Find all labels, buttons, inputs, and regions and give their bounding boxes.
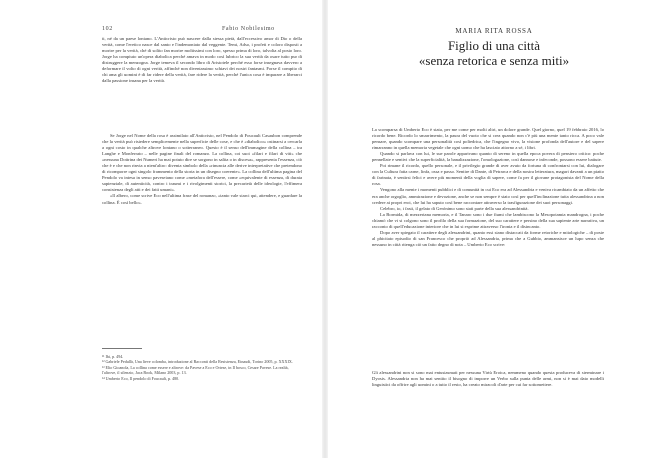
right-main-text <box>372 127 604 248</box>
left-main-text <box>102 133 302 206</box>
right-paragraph: La scomparsa di Umberto Eco è stata, per me come per molti altri, un dolore grande. Quel giorno, quel 19 febbraio 2016, lo ricordo bene. Ricordo lo smarrimento, la paura del vuoto che si crea quando non c'è più una mente tanto ricca. A poco vale pensare, quando scompare una personalità così poliedrica, che l'ingegno vivo, la visione profonda dell'autore e del sapere rimarranno in quella memoria vegetale che ogni uomo che ha lasciato attorno a sé, i libri. <box>372 127 604 151</box>
chapter-title-line-2: «senza retorica e senza miti» <box>418 53 570 68</box>
left-page <box>0 0 322 458</box>
right-paragraph: Celebro, io, i fasti, il gelato di Gerónimo sono stati parte della sua alessandrinità. <box>380 205 529 211</box>
chapter-author: MARIA RITA ROSSA <box>455 27 533 35</box>
right-paragraph: Poi rimane il ricordo, quello personale, e il privilegio grande di aver avuto da fortuna di confrontarsi con lui, dialogare con la Cultura fatta carne, linfa, ossa e passo. Sentire di Dante, di Petrarca e della nostra letteratura, magari davanti a un piatto di farinata, è sentirsi felici e avere più momenti della voglia di sapere, come fa per il giovane protagonista del Nome della rosa. <box>372 163 604 187</box>
page-number: 102 <box>102 26 113 32</box>
right-quote-text <box>372 370 604 388</box>
footnotes <box>102 354 302 381</box>
chapter-title <box>404 38 584 68</box>
footnote: ¹⁴ Umberto Eco, Il pendolo di Foucault, p. 480. <box>102 375 180 381</box>
running-title: Fabio Nobilesimo <box>222 26 275 32</box>
right-paragraph: Vengono alla mente i momenti pubblici e di comunità in cui Eco era ad Alessandria e veniva ricambiato da un affetto che era anche orgoglio, ammirazione e devozione, anche se non sempre è stato così per quell'inclinazione tutta alessandrina a non credere ai propri eroi, che lui ha saputo così bene raccontare attraverso la trasfigurazione dei suoi personaggi. <box>372 187 604 205</box>
footnote-rule <box>102 348 142 349</box>
footnote: ¹² Gabriele Pedullà, Una lieve colomba, introduzione al Racconti della Resistenza, Einaudi, Torino 2005, p. XXXIX. <box>102 359 293 365</box>
right-paragraph: La Bormida, di mezzeriana memoria, e il Tanaro sono i due fiumi che lambiscono la Mesopotamia mandrogna, i poche chiamò che vi si colgono sono il profilo della sua formazione, del suo carattere e persino della sua sapiente arte narrativa, un racconto di quell'educazione interiore che in lui si esprime attraverso l'ironia e il disincanto. <box>372 211 604 229</box>
right-paragraph: Dopo aver spiegato il carattere degli alessandrini, quanto essi siano distaccati da forme retoriche e mitologiche – di poste al phicitato episodio di san Francesco che propriò ad Alessandria, prima che a Gubbio, ammansisce un lupo senza che nessuno in città ritenga ciò un fatto degno di nota – Umberto Eco scrive: <box>372 229 604 247</box>
left-top-text <box>102 36 302 84</box>
left-paragraph-top: ti, né da un paese lontano. L'Anticristo può nascere dalla stessa pietà, dall'eccessivo amor di Dio o della verità, come l'eretico nasce dal santo e l'indemoniato dal veggente. Temi, Adso, i profeti e coloro disposti a morire per la verità, ché di solito fan morire moltissimi con loro, spesso prima di loro, talvolta al posto loro. Jorge ha compiuto un'opera diabolica perché amava in modo così lubrico la sua verità da osare tutto pur di distruggere la menzogna. Jorge temeva il secondo libro di Aristotele perché esso forse insegnava davvero a deformare il volto di ogni verità, affinché non diventassimo schiavi dei nostri fantasmi. Forse il compito di chi ama gli uomini è di far ridere della verità, fare ridere la verità, perché l'unica cosa è imparare a liberarci dalla passione insana per la verità. <box>102 36 302 84</box>
chapter-title-line-1: Figlio di una città <box>447 38 541 53</box>
right-quote-paragraph: Gli alessandrini non si sono mai entusiasmati per nessuna Virtù Eroica, nemmeno quando questa produceva di sterminare i Dyosis. Alessandria non ha mai sentito il bisogno di imporre un Verbo sulla punta delle armi, non si è mai dato modelli linguistici da offrire agli uomini o a tutto il resto, ha creato miracoli d'arte per cui far sottomettere. <box>372 370 604 388</box>
footnote: ¹¹ Ibi, p. 494. <box>102 354 124 359</box>
left-paragraph: «Il albero, come scrive Eco nell'ultima frase del romanzo, «tanto vale starci qui, attendere, e guardare la collina. È così bello». <box>102 193 302 205</box>
left-paragraph: Se Jorge nel Nome della rosa è assimilato all'Anticristo, nel Pendolo di Foucault Casaubon comprende che la verità può risiedere semplicemente nella superficie delle cose, e che è «diabolico» ostinarsi a cercarla a ogni costo in qualche altrove lontano o sotterraneo. Questo è il senso dell'immagine della collina – tra Langhe e Monferrato – nelle pagine finali del romanzo. La collina, coi suoi «filari e filari di viti» che «nessuna Dottrina dei Numeri ha mai potuto dire se sorgono in salita o in discesa», rappresenta l'essenza, ciò che è e che non rinvia a nient'altro: diventa simbolo della «rinuncia alle derive interpretative che pretendono di ricomporre ogni singolo frammento della storia in un disegno coerente». La collina dell'ultima pagina del Pendolo va intesa in senso paveseiano come «metafora dell'essere, come «equivalente di essenza, di durata sapienziale, di autenticità, contro i traumi e i rivolgimenti storici, la precarietà delle ideologie, l'effimera consistenza degli atti e dei fatti umani». <box>102 133 302 193</box>
footnote: ¹³ Elio Gioanola, La collina come essere e altrove: da Pavese a Eco e Ortese, in Il bosco, Cesare Pavese. La realtà, l'altrove, il silenzio, Jaca Book, Milano 2003, p. 13. <box>102 364 289 376</box>
right-paragraph: Quando si parlava con lui, le sue parole apparivano quanto di sereno in quella epoca povera di pensiero critico: poche pennellate e sentivi che la superficialità, la banalizzazione, l'omologazione, così dannose e infeconde, possono essere battute. <box>372 151 604 163</box>
